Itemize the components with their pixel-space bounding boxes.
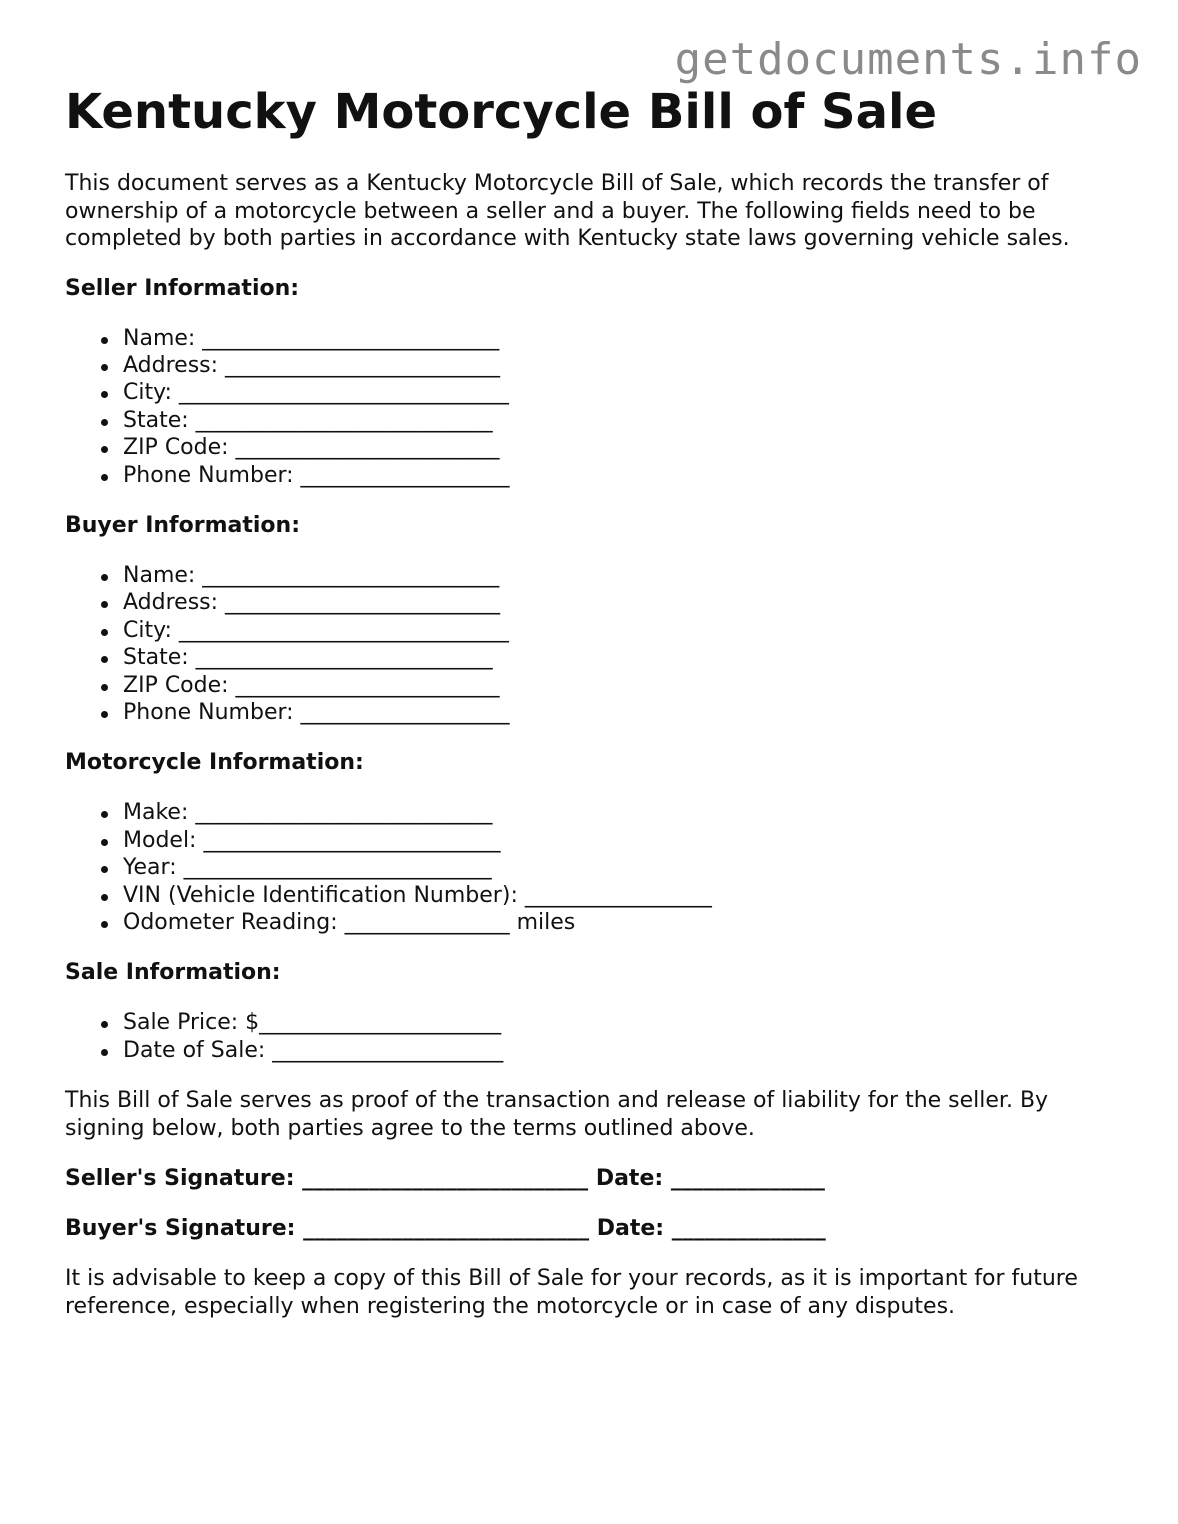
closing-paragraph: It is advisable to keep a copy of this Bill of Sale for your records, as it is important for future reference, especially when registering the motorcycle or in case of any disputes.: [65, 1266, 1078, 1319]
buyer-zip-field[interactable]: ZIP Code: ________________________: [123, 672, 1125, 699]
buyer-state-field[interactable]: State: ___________________________: [123, 644, 1125, 671]
seller-zip-field[interactable]: ZIP Code: ________________________: [123, 434, 1125, 461]
watermark: getdocuments.info: [674, 34, 1142, 85]
document-page: [65, 84, 1125, 1320]
buyer-city-field[interactable]: City: ______________________________: [123, 617, 1125, 644]
motorcycle-year-field[interactable]: Year: ____________________________: [123, 854, 1125, 881]
sale-price-field[interactable]: Sale Price: $______________________: [123, 1009, 1125, 1036]
buyer-name-field[interactable]: Name: ___________________________: [123, 562, 1125, 589]
motorcycle-odometer-field[interactable]: Odometer Reading: _______________ miles: [123, 909, 1125, 936]
seller-address-field[interactable]: Address: _________________________: [123, 352, 1125, 379]
sale-heading: Sale Information:: [65, 960, 281, 986]
motorcycle-model-field[interactable]: Model: ___________________________: [123, 827, 1125, 854]
intro-paragraph: This document serves as a Kentucky Motorcycle Bill of Sale, which records the transfer of ownership of a motorcycle between a seller and a buyer. The following fields need to be completed by both parties in accordance with Kentucky state laws governing vehicle sales.: [65, 171, 1070, 251]
seller-heading: Seller Information:: [65, 275, 300, 301]
buyer-address-field[interactable]: Address: _________________________: [123, 589, 1125, 616]
document-title: Kentucky Motorcycle Bill of Sale: [65, 84, 938, 140]
sale-date-field[interactable]: Date of Sale: _____________________: [123, 1037, 1125, 1064]
seller-signature-line[interactable]: Seller's Signature: __________________________ Date: ______________: [65, 1166, 825, 1192]
motorcycle-make-field[interactable]: Make: ___________________________: [123, 799, 1125, 826]
seller-state-field[interactable]: State: ___________________________: [123, 407, 1125, 434]
seller-name-field[interactable]: Name: ___________________________: [123, 325, 1125, 352]
buyer-phone-field[interactable]: Phone Number: ___________________: [123, 699, 1125, 726]
proof-paragraph: This Bill of Sale serves as proof of the transaction and release of liability for the seller. By signing below, both parties agree to the terms outlined above.: [65, 1088, 1049, 1141]
seller-city-field[interactable]: City: ______________________________: [123, 379, 1125, 406]
buyer-signature-line[interactable]: Buyer's Signature: __________________________ Date: ______________: [65, 1216, 826, 1242]
motorcycle-field-list: [65, 799, 1125, 936]
buyer-heading: Buyer Information:: [65, 512, 300, 538]
seller-field-list: [65, 325, 1125, 489]
buyer-field-list: [65, 562, 1125, 726]
sale-field-list: [65, 1009, 1125, 1064]
seller-phone-field[interactable]: Phone Number: ___________________: [123, 462, 1125, 489]
motorcycle-heading: Motorcycle Information:: [65, 750, 364, 776]
motorcycle-vin-field[interactable]: VIN (Vehicle Identification Number): _________________: [123, 882, 1125, 909]
